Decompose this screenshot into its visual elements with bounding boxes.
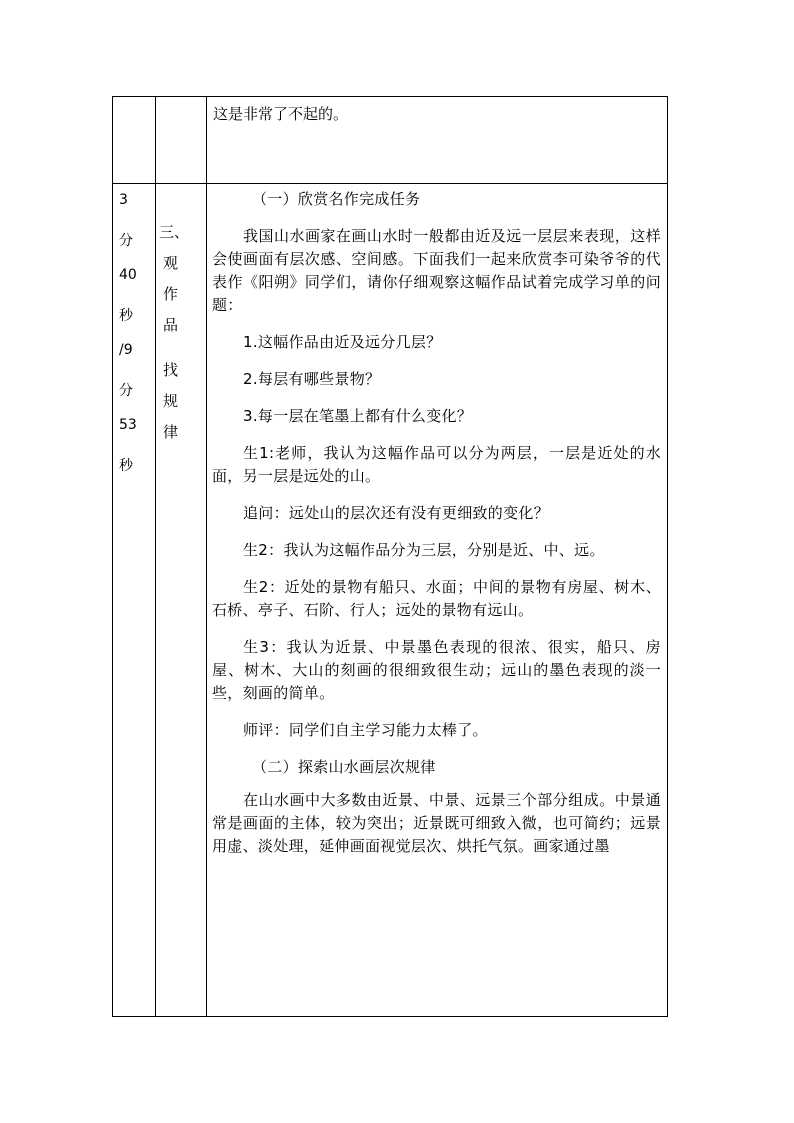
stage-part: 律 <box>163 423 179 441</box>
stage-cell <box>156 184 207 1017</box>
paragraph: 生1:老师，我认为这幅作品可以分为两层，一层是近处的水面，另一层是远处的山。 <box>212 444 661 485</box>
paragraph: 在山水画中大多数由近景、中景、远景三个部分组成。中景通常是画面的主体，较为突出；近景既可细致入微，也可简约；远景用虚、淡处理，延伸画面视觉层次、烘托气氛。画家通过墨 <box>212 791 661 855</box>
time-part: 40 <box>119 267 137 283</box>
stage-part: 规 <box>163 392 179 410</box>
question: 3.每一层在笔墨上都有什么变化？ <box>243 407 473 425</box>
question: 2.每层有哪些景物？ <box>243 370 381 388</box>
stage-part: 作 <box>163 285 179 303</box>
content-cell <box>207 97 668 184</box>
stage-cell <box>156 97 207 184</box>
paragraph: 追问：远处山的层次还有没有更细致的变化？ <box>243 504 550 522</box>
question: 1.这幅作品由近及远分几层？ <box>243 333 442 351</box>
content-text: 这是非常了不起的。 <box>213 105 349 123</box>
time-part: /9 <box>119 342 133 358</box>
stage-part: 找 <box>163 361 179 379</box>
time-cell <box>113 97 156 184</box>
time-label <box>113 184 155 492</box>
table-row <box>113 184 668 1017</box>
section-heading: （二）探索山水画层次规律 <box>252 758 436 776</box>
stage-part: 三、 <box>159 223 190 241</box>
paragraph: 生3：我认为近景、中景墨色表现的很浓、很实，船只、房屋、树木、大山的刻画的很细致很生动；远山的墨色表现的淡一些，刻画的简单。 <box>212 638 661 702</box>
content-body <box>207 184 667 858</box>
time-part: 秒 <box>119 307 133 324</box>
content-cell <box>207 184 668 1017</box>
stage-label <box>156 184 206 452</box>
paragraph: 生2：近处的景物有船只、水面；中间的景物有房屋、树木、石桥、亭子、石阶、行人；远处的景物有远山。 <box>212 578 661 619</box>
paragraph: 师评：同学们自主学习能力太棒了。 <box>243 721 488 739</box>
time-part: 3 <box>119 192 128 208</box>
time-cell <box>113 184 156 1017</box>
time-part: 分 <box>119 382 133 399</box>
time-part: 秒 <box>119 457 133 474</box>
section-heading: （一）欣赏名作完成任务 <box>252 190 421 208</box>
time-part: 53 <box>119 417 137 433</box>
paragraph: 生2：我认为这幅作品分为三层，分别是近、中、远。 <box>243 541 605 559</box>
stage-part: 品 <box>163 316 179 334</box>
lesson-plan-table <box>112 96 668 1017</box>
time-part: 分 <box>119 232 133 249</box>
table-row <box>113 97 668 184</box>
stage-part: 观 <box>163 254 179 272</box>
paragraph: 我国山水画家在画山水时一般都由近及远一层层来表现，这样会使画面有层次感、空间感。下面我们一起来欣赏李可染爷爷的代表作《阳朔》同学们，请你仔细观察这幅作品试着完成学习单的问题： <box>212 227 661 314</box>
